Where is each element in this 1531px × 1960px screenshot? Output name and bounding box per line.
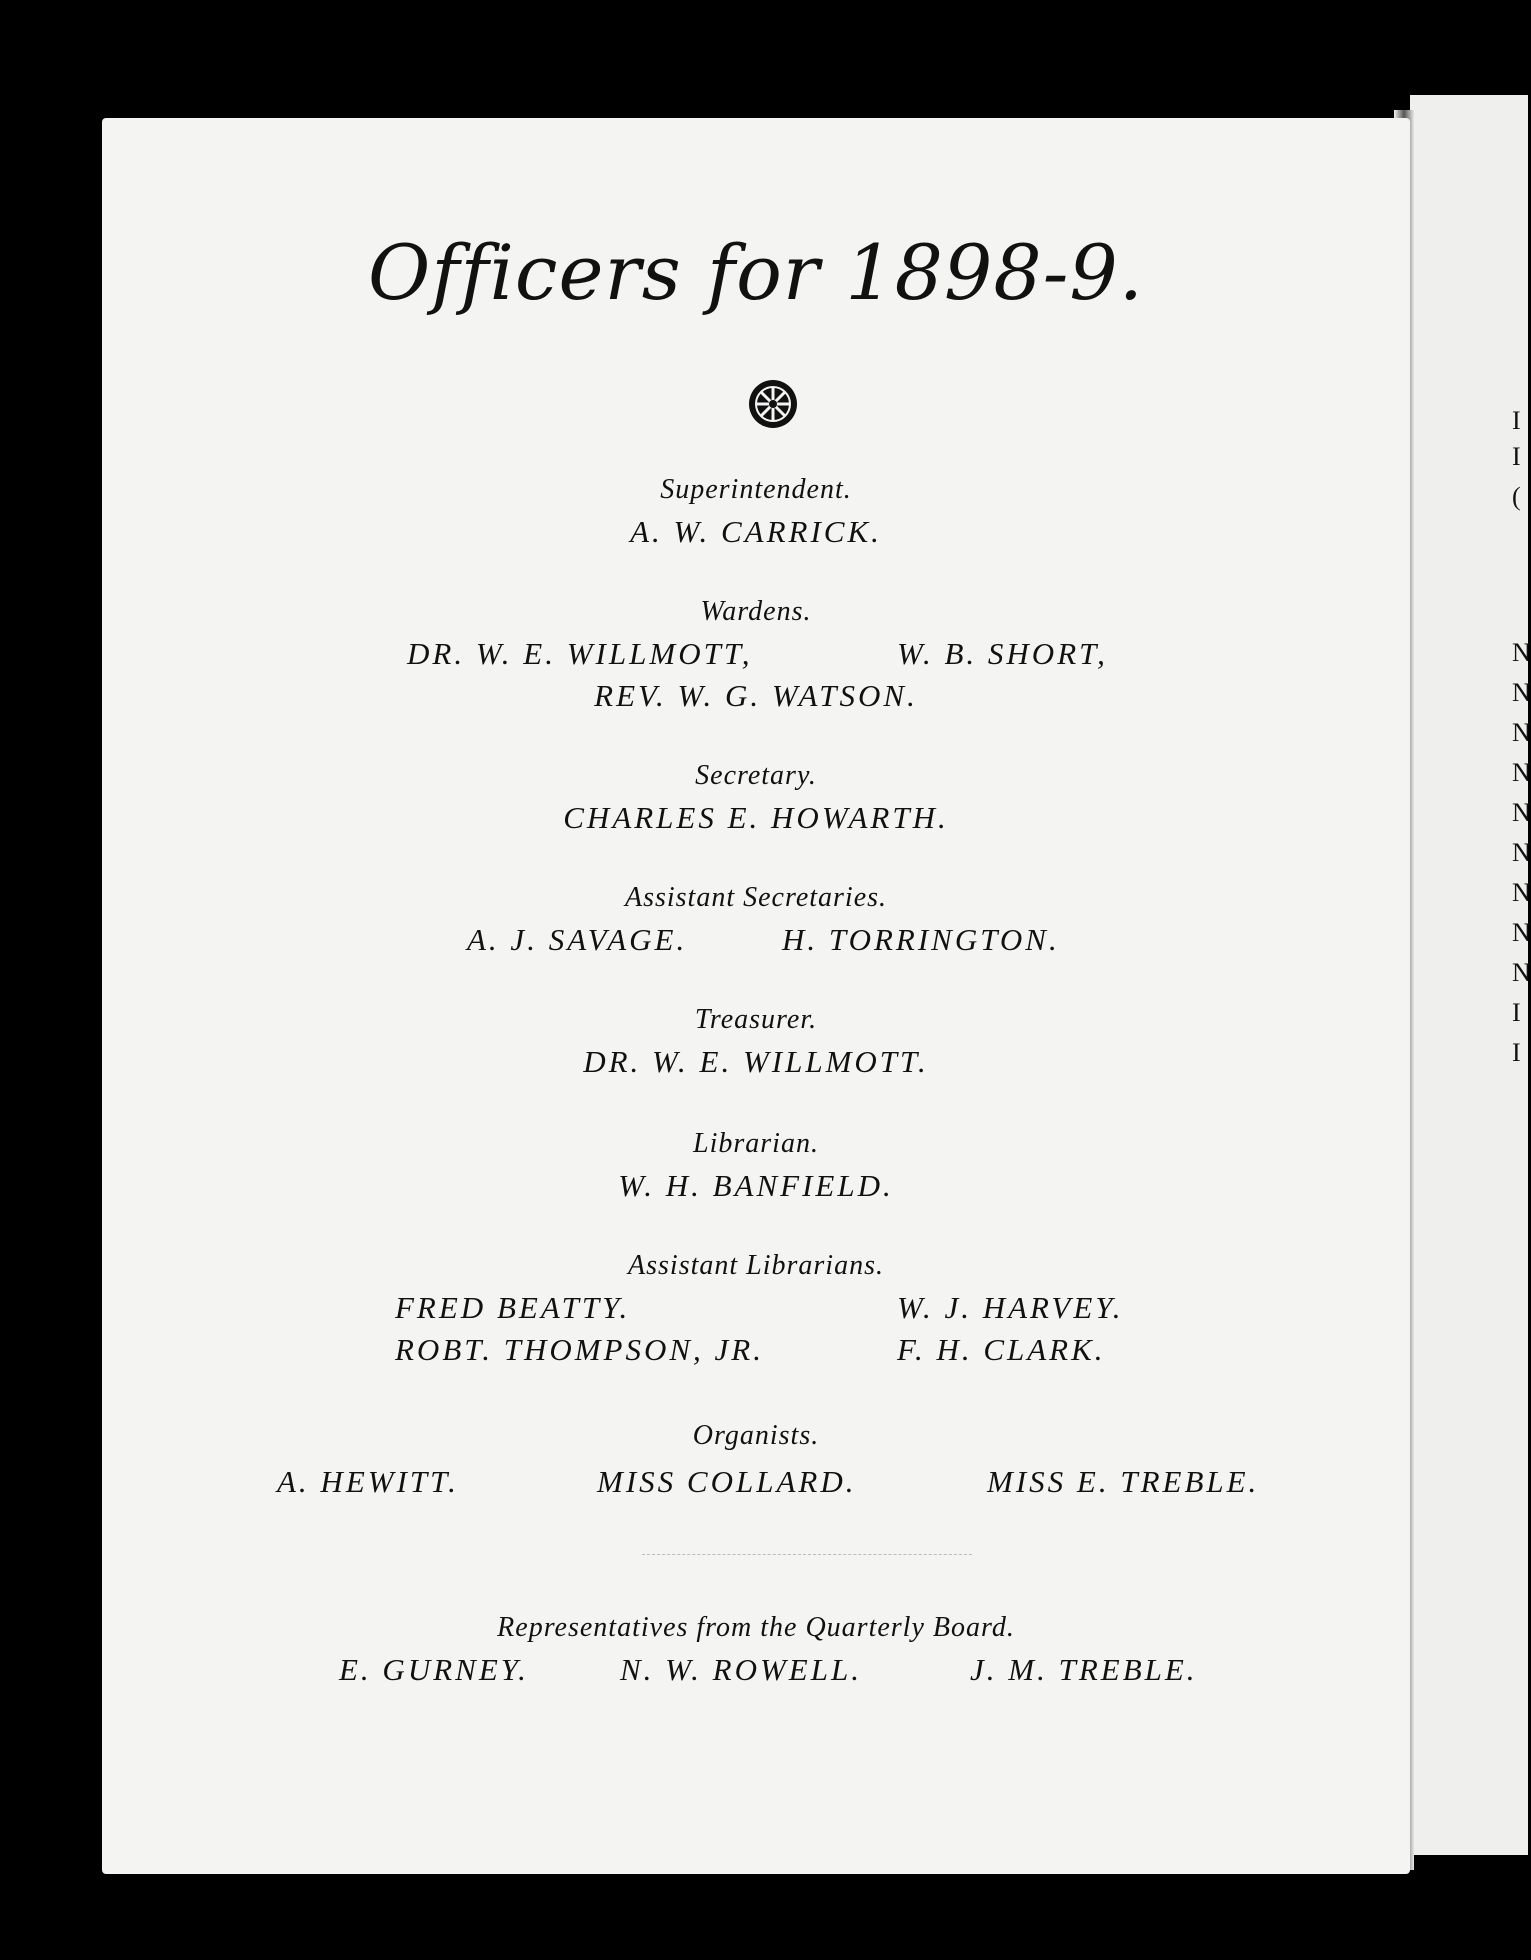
superintendent-name: A. W. CARRICK. [630, 514, 882, 549]
assistant-librarian-name: ROBT. THOMPSON, JR. [395, 1332, 764, 1367]
document-page [102, 118, 1410, 1874]
organist-name: A. HEWITT. [277, 1464, 459, 1499]
treasurer-heading: Treasurer. [694, 1004, 818, 1035]
representative-name: E. GURNEY. [339, 1652, 529, 1687]
edge-char: I [1512, 406, 1521, 435]
representative-name: J. M. TREBLE. [970, 1652, 1198, 1687]
edge-char: N [1512, 838, 1531, 867]
divider-rule [642, 1554, 972, 1555]
librarian-heading: Librarian. [693, 1128, 819, 1159]
assistant-librarians-heading: Assistant Librarians. [628, 1250, 884, 1281]
edge-char: N [1512, 718, 1531, 747]
secretary-name: CHARLES E. HOWARTH. [563, 800, 949, 835]
warden-name: REV. W. G. WATSON. [594, 678, 918, 713]
superintendent-heading: Superintendent. [660, 474, 852, 505]
librarian-name: W. H. BANFIELD. [618, 1168, 894, 1203]
assistant-secretaries-heading: Assistant Secretaries. [624, 882, 888, 913]
representatives-heading: Representatives from the Quarterly Board. [497, 1612, 1015, 1643]
flower-ornament-icon [747, 378, 799, 430]
organist-name: MISS COLLARD. [597, 1464, 857, 1499]
secretary-heading: Secretary. [695, 760, 817, 791]
treasurer-name: DR. W. E. WILLMOTT. [583, 1044, 929, 1079]
assistant-secretary-name: H. TORRINGTON. [782, 922, 1060, 957]
edge-char: I [1512, 442, 1521, 471]
edge-char: I [1512, 998, 1521, 1027]
edge-char: N [1512, 758, 1531, 787]
warden-name: DR. W. E. WILLMOTT, [407, 636, 753, 671]
wardens-heading: Wardens. [700, 596, 812, 627]
assistant-secretary-name: A. J. SAVAGE. [467, 922, 688, 957]
edge-char: N [1512, 798, 1531, 827]
facing-page [1410, 95, 1528, 1855]
edge-char: N [1512, 638, 1531, 667]
edge-char: ( [1512, 482, 1521, 511]
warden-name: W. B. SHORT, [897, 636, 1108, 671]
page-title: Officers for 1898-9. [368, 228, 1144, 317]
edge-char: N [1512, 878, 1531, 907]
representative-name: N. W. ROWELL. [620, 1652, 862, 1687]
assistant-librarian-name: F. H. CLARK. [897, 1332, 1106, 1367]
assistant-librarian-name: W. J. HARVEY. [897, 1290, 1124, 1325]
edge-char: I [1512, 1038, 1521, 1067]
edge-char: N [1512, 678, 1531, 707]
organist-name: MISS E. TREBLE. [987, 1464, 1260, 1499]
assistant-librarian-name: FRED BEATTY. [395, 1290, 631, 1325]
edge-char: N [1512, 958, 1531, 987]
edge-char: N [1512, 918, 1531, 947]
organists-heading: Organists. [692, 1420, 820, 1451]
